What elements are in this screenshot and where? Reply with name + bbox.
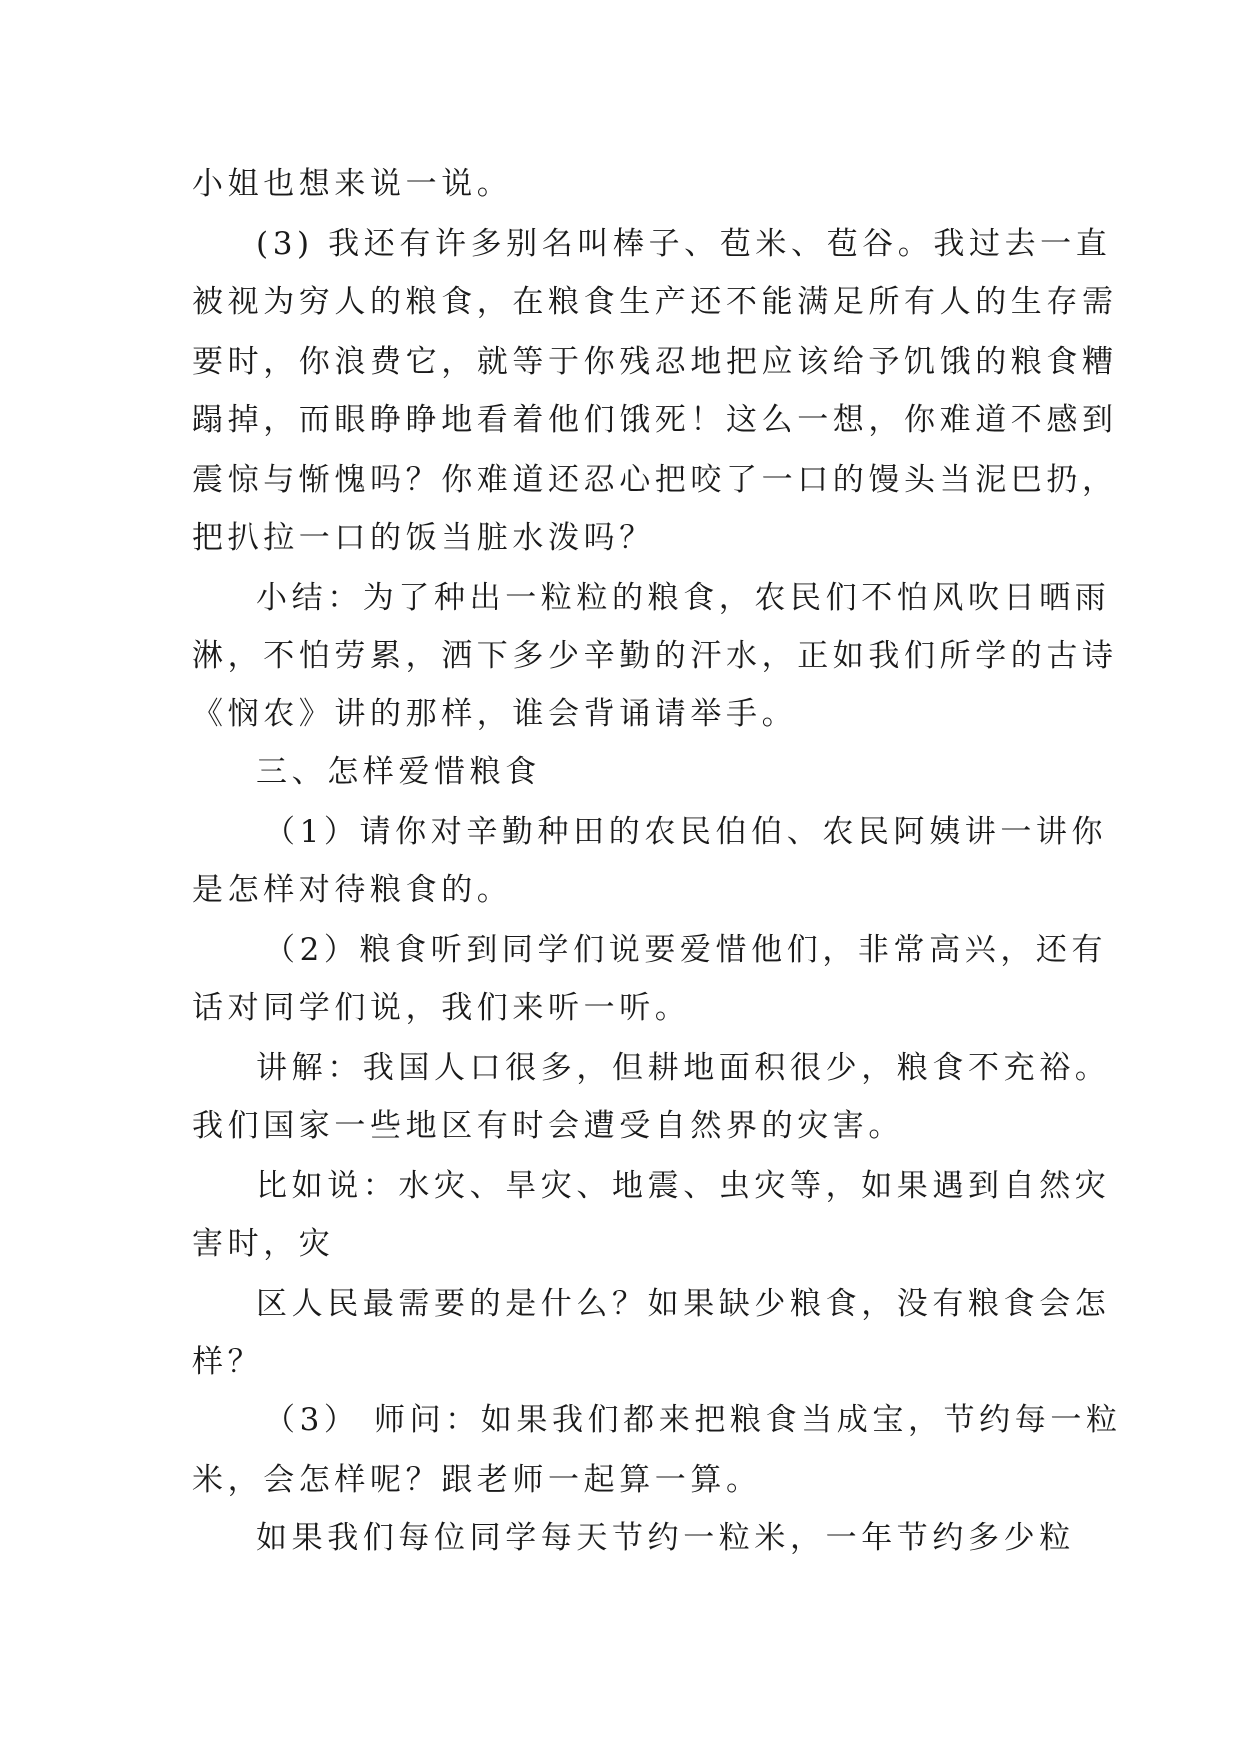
text-line-8: 小结：为了种出一粒粒的粮食，农民们不怕风吹日晒雨 bbox=[256, 580, 1111, 616]
text-line-2: (3) 我还有许多别名叫棒子、苞米、苞谷。我过去一直 bbox=[256, 226, 1112, 262]
section-heading: 三、怎样爱惜粮食 bbox=[256, 754, 541, 790]
text-line-9: 淋，不怕劳累，洒下多少辛勤的汗水，正如我们所学的古诗 bbox=[192, 638, 1118, 674]
text-line-3: 被视为穷人的粮食，在粮食生产还不能满足所有人的生存需 bbox=[192, 284, 1118, 320]
text-line-12: （1）请你对辛勤种田的农民伯伯、农民阿姨讲一讲你 bbox=[264, 814, 1108, 850]
text-line-20: 区人民最需要的是什么？如果缺少粮食，没有粮食会怎 bbox=[256, 1286, 1111, 1322]
text-line-22: （3） 师问：如果我们都来把粮食当成宝，节约每一粒 bbox=[264, 1402, 1122, 1438]
text-line-23: 米，会怎样呢？跟老师一起算一算。 bbox=[192, 1462, 762, 1498]
text-line-15: 话对同学们说，我们来听一听。 bbox=[192, 990, 691, 1026]
text-line-24: 如果我们每位同学每天节约一粒米，一年节约多少粒 bbox=[256, 1520, 1075, 1556]
text-line-14: （2）粮食听到同学们说要爱惜他们，非常高兴，还有 bbox=[264, 932, 1108, 968]
text-line-21: 样？ bbox=[192, 1344, 264, 1380]
text-line-6: 震惊与惭愧吗？你难道还忍心把咬了一口的馒头当泥巴扔， bbox=[192, 462, 1118, 498]
text-line-1: 小姐也想来说一说。 bbox=[192, 166, 513, 202]
text-line-18: 比如说：水灾、旱灾、地震、虫灾等，如果遇到自然灾 bbox=[256, 1168, 1111, 1204]
text-line-19: 害时，灾 bbox=[192, 1226, 335, 1262]
text-line-5: 蹋掉，而眼睁睁地看着他们饿死！这么一想，你难道不感到 bbox=[192, 402, 1118, 438]
text-line-7: 把扒拉一口的饭当脏水泼吗？ bbox=[192, 520, 655, 556]
text-line-17: 我们国家一些地区有时会遭受自然界的灾害。 bbox=[192, 1108, 904, 1144]
text-line-10: 《悯农》讲的那样，谁会背诵请举手。 bbox=[192, 696, 798, 732]
text-line-16: 讲解：我国人口很多，但耕地面积很少，粮食不充裕。 bbox=[256, 1050, 1111, 1086]
text-line-4: 要时，你浪费它，就等于你残忍地把应该给予饥饿的粮食糟 bbox=[192, 344, 1118, 380]
text-line-13: 是怎样对待粮食的。 bbox=[192, 872, 513, 908]
